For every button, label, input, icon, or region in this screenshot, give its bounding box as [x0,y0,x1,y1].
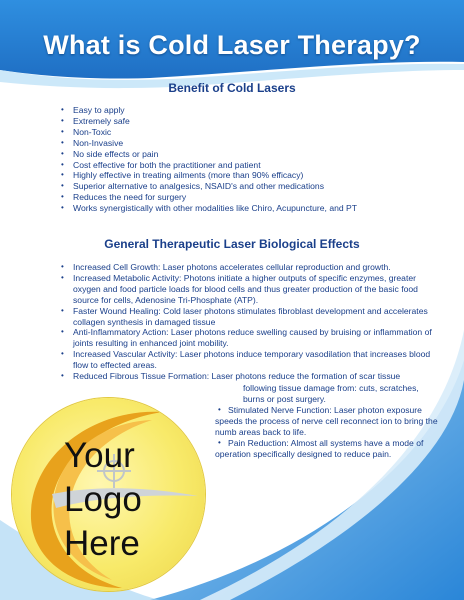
list-item: • Extremely safe [73,116,433,127]
list-item: • Highly effective in treating ailments (more than 90% efficacy) [73,170,433,181]
logo-text [64,434,142,566]
list-item: • Anti-Inflammatory Action: Laser photons reduce swelling caused by bruising or inflammation of joints resulting in enhanced joint mobility. [73,327,435,349]
list-item: • Stimulated Nerve Function: Laser photon exposure speeds the process of nerve cell reconnect ion to bring the numb areas back to life. [215,405,445,438]
logo-placeholder [12,398,205,591]
benefits-heading: Benefit of Cold Lasers [168,81,296,95]
benefits-list [73,105,433,214]
list-item: • Faster Wound Healing: Cold laser photons stimulates fibroblast development and accelerates collagen synthesis in damaged tissue [73,306,435,328]
list-item: • Cost effective for both the practitioner and patient [73,160,433,171]
page-title: What is Cold Laser Therapy? [43,30,421,60]
logo-line: Logo [64,480,142,519]
list-item: • Superior alternative to analgesics, NSAID's and other medications [73,181,433,192]
list-item: • Works synergistically with other modalities like Chiro, Acupuncture, and PT [73,203,433,214]
list-item: • Pain Reduction: Almost all systems have a mode of operation specifically designed to reduce pain. [215,438,445,460]
logo-line: Your [64,436,135,475]
list-item: • Reduced Fibrous Tissue Formation: Laser photons reduce the formation of scar tissue [73,371,435,382]
logo-line: Here [64,524,140,563]
list-item: • Reduces the need for surgery [73,192,433,203]
list-item: • Increased Vascular Activity: Laser photons induce temporary vasodilation that increases blood flow to effected areas. [73,349,435,371]
list-item-continuation: following tissue damage from: cuts, scratches, burns or post surgery. [243,383,419,404]
list-item: • Increased Metabolic Activity: Photons initiate a higher outputs of specific enzymes, greater oxygen and food particle loads for blood cells and thus greater production of the basic food source for cells, Adenosine Tri-Phosphate (ATP). [73,273,435,306]
effects-heading: General Therapeutic Laser Biological Effects [104,237,360,251]
list-item: • Non-Invasive [73,138,433,149]
effects-list-continued [215,405,445,460]
list-item: • Non-Toxic [73,127,433,138]
list-item: • No side effects or pain [73,149,433,160]
list-item: • Increased Cell Growth: Laser photons accelerates cellular reproduction and growth. [73,262,435,273]
effects-list [73,262,435,382]
list-item: • Easy to apply [73,105,433,116]
